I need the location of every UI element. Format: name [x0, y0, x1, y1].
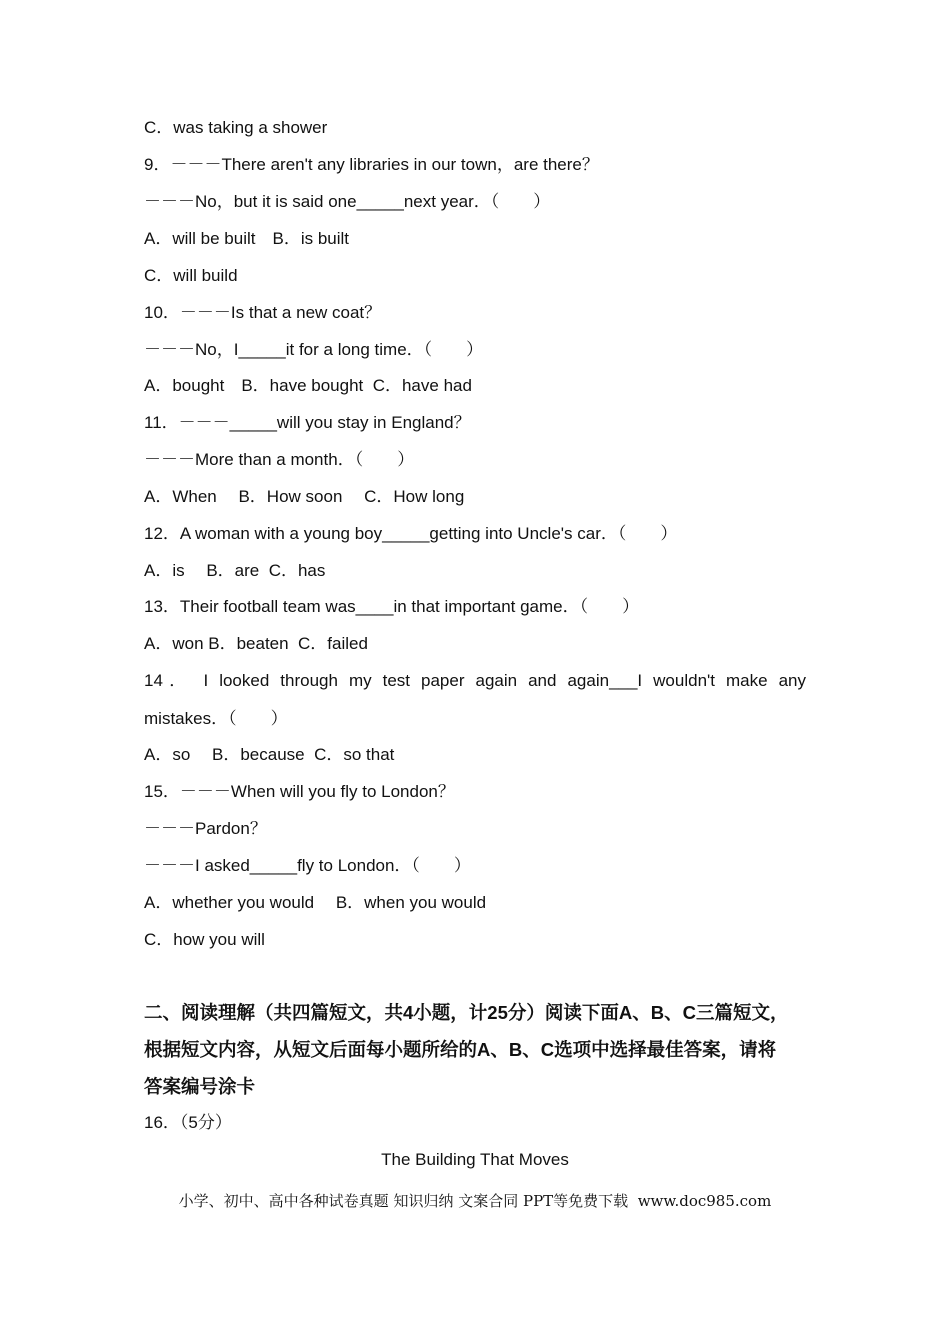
- text-line: －－－No，I_____it for a long time．（ ）: [144, 340, 484, 359]
- text-line: C．how you will: [144, 930, 265, 949]
- text-line: C．was taking a shower: [144, 118, 328, 137]
- text-line: A．When B．How soon C．How long: [144, 487, 465, 506]
- text-line: －－－I asked_____fly to London．（ ）: [144, 856, 471, 875]
- text-line: 11．－－－_____will you stay in England？: [144, 413, 471, 432]
- text-line: －－－No，but it is said one_____next year．（ ）: [144, 192, 551, 211]
- section-2-heading-line-2: 根据短文内容，从短文后面每小题所给的A、B、C选项中选择最佳答案，请将: [144, 1039, 777, 1060]
- text-line: A．is B．are C．has: [144, 561, 326, 580]
- text-line: －－－Pardon？: [144, 819, 267, 838]
- text-line: 9．－－－There aren't any libraries in our town，are there？: [144, 155, 599, 174]
- text-line: 15．－－－When will you fly to London？: [144, 782, 455, 801]
- text-line: A．so B．because C．so that: [144, 745, 395, 764]
- section-2-heading-line-1: 二、阅读理解（共四篇短文，共4小题，计25分）阅读下面A、B、C三篇短文，: [144, 1002, 789, 1023]
- text-line: A．bought B．have bought C．have had: [144, 376, 472, 395]
- page-footer: 小学、初中、高中各种试卷真题 知识归纳 文案合同 PPT等免费下载 www.doc985.com: [178, 1192, 772, 1210]
- text-line: A．whether you would B．when you would: [144, 893, 487, 912]
- text-line: 12．A woman with a young boy_____getting into Uncle's car．（ ）: [144, 524, 678, 543]
- text-line: C．will build: [144, 266, 238, 285]
- passage-title: The Building That Moves: [381, 1150, 569, 1169]
- text-line: 10．－－－Is that a new coat？: [144, 303, 382, 322]
- text-line: mistakes．（ ）: [144, 709, 288, 728]
- section-2-heading-line-3: 答案编号涂卡: [144, 1076, 256, 1097]
- text-line: －－－More than a month．（ ）: [144, 450, 415, 469]
- text-line: A．won B．beaten C．failed: [144, 634, 368, 653]
- text-line: A．will be built B．is built: [144, 229, 350, 248]
- question-14-line: 14． I looked through my test paper again and again___I wouldn't make any: [144, 671, 806, 690]
- text-line: 16．（5分）: [144, 1113, 232, 1132]
- text-line: 13．Their football team was____in that important game．（ ）: [144, 597, 640, 616]
